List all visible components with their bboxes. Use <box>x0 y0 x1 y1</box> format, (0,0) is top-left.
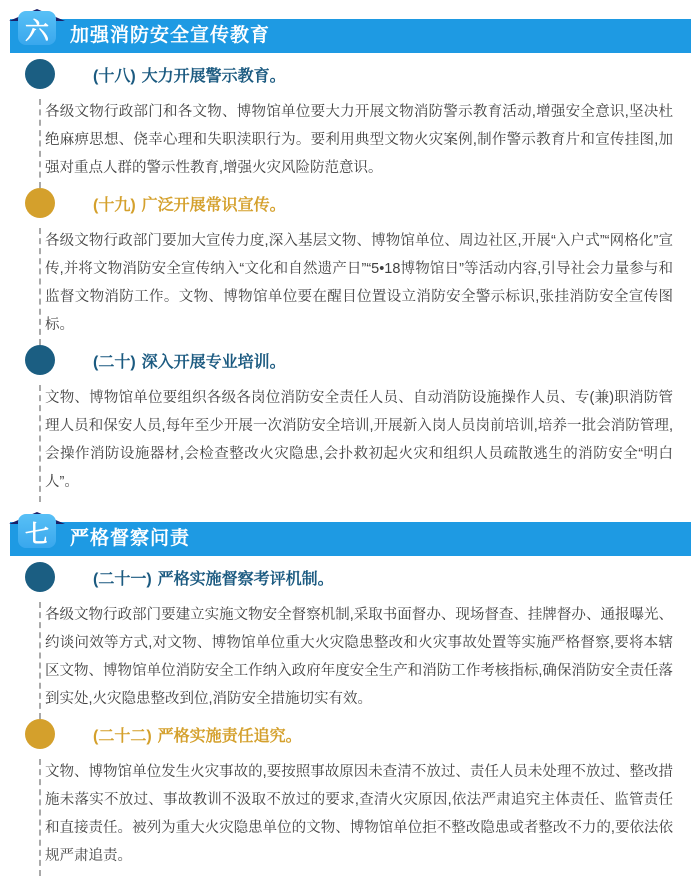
bullet-circle-icon <box>25 562 55 592</box>
item-head <box>0 719 691 749</box>
section-number-badge: 七 <box>18 514 56 548</box>
section-title: 加强消防安全宣传教育 <box>70 25 271 46</box>
bullet-circle-icon <box>25 719 55 749</box>
item-paragraph: 文物、博物馆单位要组织各级各岗位消防安全责任人员、自动消防设施操作人员、专(兼)职消防管理人员和保安人员,每年至少开展一次消防安全培训,开展新入岗人员岗前培训,培养一批会消防管理,会操作消防设施器材,会检查整改火灾隐患,会扑救初起火灾和组织人员疏散逃生的消防安全“明白人”。 <box>45 390 673 490</box>
timeline-item-21 <box>0 562 691 713</box>
item-heading <box>93 349 286 372</box>
item-heading <box>93 192 286 215</box>
item-paragraph: 各级文物行政部门和各文物、博物馆单位要大力开展文物消防警示教育活动,增强安全意识,坚决杜绝麻痹思想、侥幸心理和失职渎职行为。要利用典型文物火灾案例,制作警示教育片和宣传挂图,加强对重点人群的警示性教育,增强火灾风险防范意识。 <box>45 104 673 176</box>
item-number: (十八) <box>93 67 136 85</box>
bullet-circle-icon <box>25 59 55 89</box>
section-seven <box>0 522 691 870</box>
timeline-item-18 <box>0 59 691 182</box>
item-paragraph: 文物、博物馆单位发生火灾事故的,要按照事故原因未查清不放过、责任人员未处理不放过、整改措施未落实不放过、事故教训不汲取不放过的要求,查清火灾原因,依法严肃追究主体责任、监管责任和直接责任。被列为重大火灾隐患单位的文物、博物馆单位拒不整改隐患或者整改不力的,要依法依规严肃追责。 <box>45 764 673 864</box>
item-number: (二十二) <box>93 727 152 745</box>
item-paragraph: 各级文物行政部门要加大宣传力度,深入基层文物、博物馆单位、周边社区,开展“入户式”“网格化”宣传,并将文物消防安全宣传纳入“文化和自然遗产日”“5•18博物馆日”等活动内容,引导社会力量参与和监督文物消防工作。文物、博物馆单位要在醒目位置设立消防安全警示标识,张挂消防安全宣传图标。 <box>45 233 673 333</box>
item-heading-text: 严格实施责任追究。 <box>157 727 302 745</box>
section-number-badge: 六 <box>18 11 56 45</box>
timeline-item-20 <box>0 345 691 496</box>
item-number: (十九) <box>93 196 136 214</box>
item-head <box>0 562 691 592</box>
item-head <box>0 345 691 375</box>
section-banner <box>10 19 691 53</box>
item-number: (二十) <box>93 353 136 371</box>
section-six <box>0 19 691 496</box>
item-heading-text: 严格实施督察考评机制。 <box>157 570 334 588</box>
timeline-item-19 <box>0 188 691 339</box>
bullet-circle-icon <box>25 188 55 218</box>
section-title: 严格督察问责 <box>70 528 191 549</box>
item-heading-text: 深入开展专业培训。 <box>141 353 286 371</box>
item-head <box>0 188 691 218</box>
item-heading-text: 大力开展警示教育。 <box>141 67 286 85</box>
item-heading-text: 广泛开展常识宣传。 <box>141 196 286 214</box>
item-head <box>0 59 691 89</box>
item-paragraph: 各级文物行政部门要建立实施文物安全督察机制,采取书面督办、现场督查、挂牌督办、通报曝光、约谈问效等方式,对文物、博物馆单位重大火灾隐患整改和火灾事故处置等实施严格督察,要将本辖区文物、博物馆单位消防安全工作纳入政府年度安全生产和消防工作考核指标,确保消防安全责任落到实处,火灾隐患整改到位,消防安全措施切实有效。 <box>45 607 673 707</box>
timeline-item-22 <box>0 719 691 870</box>
bullet-circle-icon <box>25 345 55 375</box>
item-heading <box>93 723 302 746</box>
section-banner <box>10 522 691 556</box>
item-heading <box>93 63 286 86</box>
item-number: (二十一) <box>93 570 152 588</box>
item-heading <box>93 566 334 589</box>
